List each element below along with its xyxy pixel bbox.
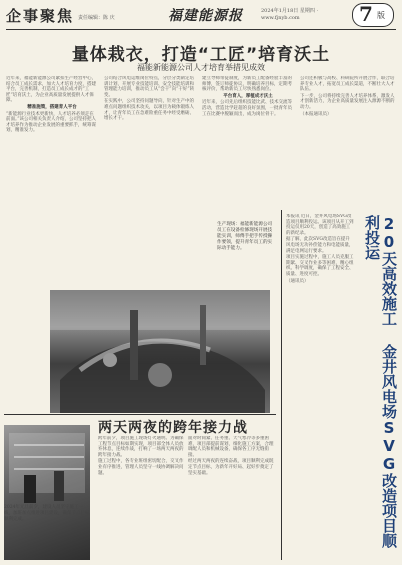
article2-column-2 [188,436,276,560]
article1-title: 量体栽衣，打造“工匠”培育沃土 [71,45,331,65]
paragraph: 近年来，公司先后组织技能比武、技术交流等活动，营造比学赶超的良好氛围，一批青年员工在比赛中脱颖而出，成为岗位骨干。 [202,100,292,117]
article3-vertical-title: 20天高效施工 金井风电场SVG改造项目顺利投运 [363,215,398,548]
paragraph: 下一步，公司将持续完善人才培养体系，激发人才创新活力，为企业高质量发展注入源源不断的动力。 [300,93,395,110]
paragraph: 公司结合风电运维岗位特点，分层分类制定培训计划，开展专业技能培训、安全技能培训和管理能力培训，推动员工从“会干”向“干好”转变。 [104,76,195,98]
article2-column-1 [98,436,184,560]
page-header [6,3,396,30]
paragraph: 在实践中，公司坚持问题导向，针对生产中的难点问题组织技术攻关，以项目为载体锻炼人才，让青年员工在急难险重任务中经受磨砺、增长才干。 [104,99,194,122]
page-number: 7 [359,2,373,26]
dateline: 2024年1月18日 星期四 · www.fjnyb.com [261,8,319,21]
article1-column-1 [6,76,98,288]
paragraph: 近年来，福能新能源公司紧扣生产经营中心，结合员工成长需求，加大人才培育力度，搭建平台，完善机制，打造员工成长成才的“工匠”培育沃土，为企业高质量发展提供人才保障。 [6,76,96,104]
article1-column-3 [202,76,294,216]
masthead: 福建能源报 [168,8,243,24]
photo-industrial-workshop [50,290,270,413]
paragraph: 公司还积极与高校、科研院所开展合作，联合培养专业人才，拓宽员工成长渠道，不断壮大人才队伍。 [300,76,395,93]
paragraph: 经过两天两夜的连续奋战，项目顺利完成既定节点目标，为新年开好局、起好步奠定了坚实基础。 [188,459,274,476]
page-label: 版 [377,11,385,20]
paragraph: 建立导师带徒制度，为新员工配备经验丰富的师傅，签订师徒协议，明确培养目标，定期考核评价，帮助新员工尽快熟悉岗位。 [202,76,292,93]
section-editor: 责任编辑：陈 庆 [78,15,115,21]
paragraph: “新能源行业技术更新快，人才培养必须走在前面。”该公司相关负责人介绍，公司坚持把人才培养作为推动企业发展的重要抓手，统筹谋划，精准发力。 [6,111,97,134]
section-title: 企事聚焦 [6,7,75,25]
page-number-badge [352,3,394,27]
article1-column-2 [104,76,196,288]
paragraph: 据了解，此次SVG改造旨在提升风电场无功补偿能力和电能质量，满足电网运行要求。 [286,237,354,254]
subheading: 平台育人，厚植成才沃土 [223,93,273,99]
photo1-caption: 生产现场：福能新能源公司员工在设备检修现场开展技能实训，师傅手把手传授操作要领，提升青年员工的实际动手能力。 [217,222,273,251]
author-line: （本报通讯员） [300,111,332,117]
author-line: （通讯员） [286,278,309,284]
article1-subtitle: 福能新能源公司人才培育举措见成效 [137,63,265,72]
paragraph: 本报讯 近日，金井风电场SVG改造项目顺利投运。该项目从开工到投运仅用20天，创造了高效施工的新纪录。 [286,214,354,236]
paragraph: 跨年前夕，项目施工现场灯火通明。为确保工程节点目标如期实现，项目部全体人员放弃休息，连续作战，打响了一场两天两夜的跨年接力战。 [98,436,184,458]
article2-title: 两天两夜的跨年接力战 [98,420,248,436]
photo-construction-night [4,425,90,560]
article1-column-4 [300,76,396,208]
paragraph: 面对时间紧、任务重、天气寒冷等多重困难，项目部提前谋划，细化施工方案，合理调配人员和机械设备，确保各工序无缝衔接。 [188,436,274,458]
column-divider [281,210,282,560]
article3-column-1 [286,214,354,560]
divider [4,414,276,415]
photo2-caption: 2024年元旦前夕，建设人员坚守施工一线，加班加点推进项目建设，确保节点目标顺利完成。 [4,505,90,522]
subheading: 精准施策，搭建育人平台 [27,104,77,110]
paragraph: 施工过程中，各专业班组密切配合，交叉作业有序推进，管理人员坚守一线协调解决问题。 [98,459,184,476]
paragraph: 项目实施过程中，施工人员克服工期紧、交叉作业多等困难，精心组织、科学调度，确保了工程安全、质量、进度可控。 [286,255,354,277]
